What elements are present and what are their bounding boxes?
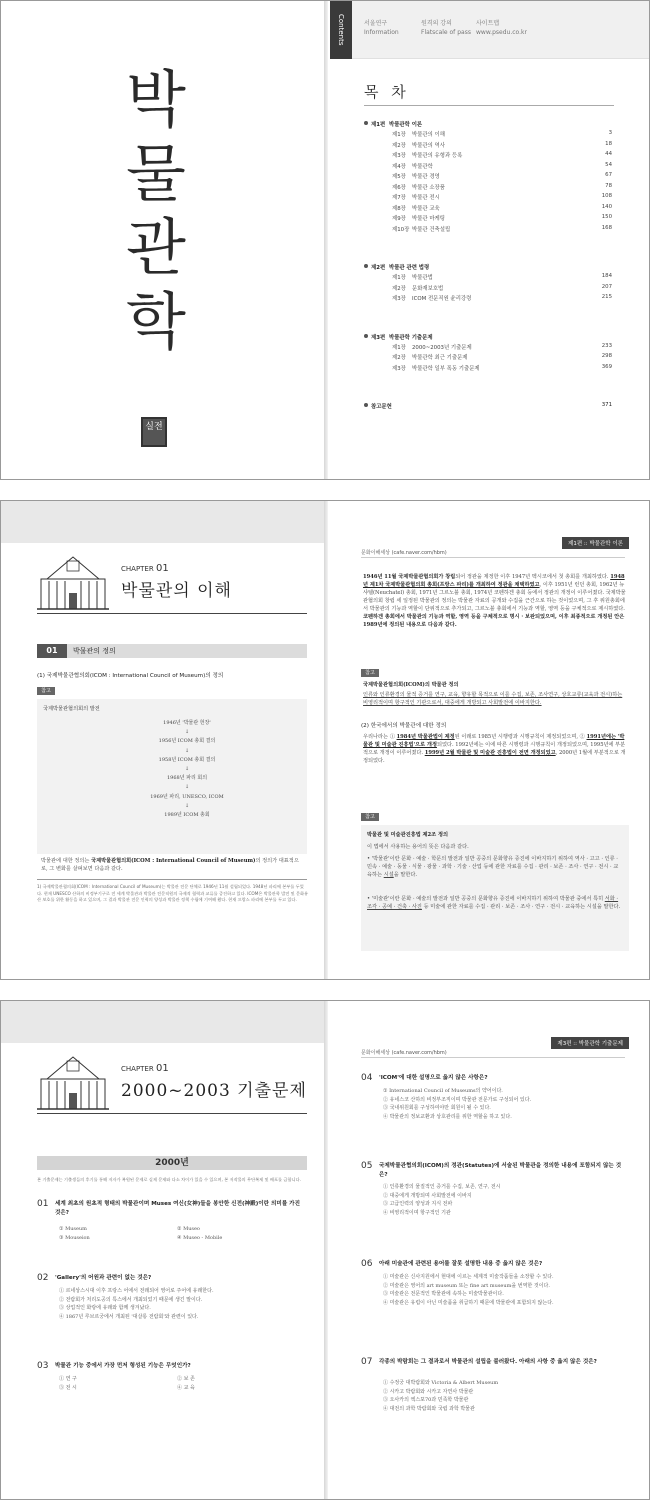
- option[interactable]: ③ 전 시: [59, 1384, 77, 1391]
- icom-definition-title: 국제박물관협의회(ICOM)의 박물관 정의: [363, 682, 459, 688]
- part-title: 박물관 관련 법령: [389, 265, 430, 271]
- item-title: 박물관법: [412, 275, 433, 281]
- toc-item[interactable]: [364, 353, 620, 364]
- option[interactable]: ③ 오사카의 엑스포70과 민족학 박물관: [383, 1397, 469, 1403]
- info-label: 서울연구: [364, 20, 388, 27]
- toc-part[interactable]: [364, 263, 620, 273]
- text-run: 우리나라는 ①: [363, 734, 397, 740]
- text-run-underlined: 서화 · 조각 · 공예 · 건축 · 사진: [367, 896, 619, 910]
- note-tag: 참고: [361, 813, 379, 821]
- toc-item[interactable]: [364, 225, 620, 236]
- body-paragraph: [363, 573, 627, 629]
- book-gutter: [324, 501, 328, 979]
- question-text: 아래 미술관에 관련된 용어를 잘못 설명한 내용 중 옳지 않은 것은?: [379, 1261, 543, 1267]
- question-number: 02: [37, 1273, 49, 1283]
- info-sub: Information: [364, 29, 399, 36]
- item-page: 78: [605, 182, 612, 189]
- text-run-bold: 국제박물관협의회(ICOM : International Council of Museum): [91, 858, 256, 864]
- question-text: 'Gallery'의 어원과 관련이 없는 것은?: [55, 1275, 152, 1281]
- timeline-entry: 1946년 '박물관 헌장': [163, 720, 211, 726]
- info-label: 사이트맵: [476, 20, 500, 27]
- option[interactable]: ① International Council of Museums의 약어이다.: [383, 1088, 503, 1094]
- header-rule: [37, 1113, 307, 1114]
- exam-intro: 본 기출문제는 기출생들의 후기를 통해 저자가 복원된 문제로 실제 문제와 다소 차이가 있을 수 있으며, 본 저작물의 무단복제 및 배포를 금합니다.: [37, 1177, 301, 1182]
- chapter-title: 박물관의 이해: [121, 581, 232, 601]
- option[interactable]: ① 미술관은 신사지원에서 현대에 이르는 세계적 미술작품들을 소장할 수 있다.: [383, 1274, 554, 1280]
- table-of-contents: [364, 116, 620, 412]
- item-no: 제3장: [392, 153, 406, 159]
- item-no: 제1장: [392, 132, 406, 138]
- info-sub: www.psedu.co.kr: [476, 29, 527, 36]
- item-no: 제3장: [392, 365, 406, 372]
- item-title: 박물관학 일부 폭동 기출문제: [412, 365, 480, 372]
- text-run: 되어 정관을 제정한 이후 1947년 멕시코에서 첫 총회를 개최하였다.: [455, 574, 611, 580]
- icom-definition: 인류와 인류환경의 물적 증거를 연구, 교육, 향유할 목적으로 이를 수집, 보존, 조사연구, 상호교류(교육과 전시)하는 비영리적이며 항구적인 기관으로서, 대중에게 개방되고 사회발전에 이바지한다.: [363, 692, 623, 706]
- text-run-bold: 1946년 11월 국제박물관협의회가 창립: [363, 574, 456, 580]
- option[interactable]: ④ 교 육: [177, 1384, 195, 1391]
- info-column: [421, 19, 471, 37]
- question-number: 07: [361, 1357, 373, 1367]
- text-run: , 이후 1951년 런던 총회, 1962년 뉴샤텔(Neuchatel) 총회, 1971년 그르노블 총회, 1974년 코펜하겐 총회 등에서 정관의 개정이 이루어졌다. 국제박물관협의회 창립 세 일정된 박물관의 정의는 박물관 자료의 공개와 수집을 근간으로 하는 것이었으며, 그 후 위원총회에서 박물관의 기능과 역할이 단위적으로 추가되고, 그르노블 총회에서 기능과 역할, 영역 등을 구체적으로 제시하였다.: [363, 582, 626, 612]
- question-number: 04: [361, 1073, 373, 1083]
- options: [59, 1375, 299, 1392]
- text-run-underlined: 1991년에는 '박물관 및 미술관 진흥법'으로 개정: [363, 734, 625, 748]
- toc-item[interactable]: [364, 130, 620, 141]
- law-item-gallery: • '미술관'이란 문화 · 예술의 발전과 일반 공중의 문화향유 증진에 이바지하기 위하여 박물관 중에서 특히 서화 · 조각 · 공예 · 건축 · 사진 등 미술에 관한 자료를 수집 · 관리 · 보존 · 조사 · 연구 · 전시 · 교육하는 시설을 말한다.: [367, 896, 621, 910]
- item-title: ICOM 전문직원 윤리강령: [412, 296, 472, 302]
- toc-part[interactable]: [364, 120, 620, 130]
- toc-item[interactable]: [364, 343, 620, 354]
- text-run: 을 말한다.: [393, 872, 418, 878]
- question-text: 세계 최초의 원초적 형태의 박물관이며 Muses 여신(女神)들을 봉안한 신전(神殿)이란 의미를 가진 것은?: [55, 1201, 300, 1216]
- part-title: 박물관학 기출문제: [389, 334, 433, 341]
- text-run: 등 미술에 관한 자료를 수집 · 관리 · 보존 · 조사 · 연구 · 전시 · 교육하는 시설을 말한다.: [421, 904, 621, 910]
- item-page: 67: [605, 172, 612, 178]
- item-page: 215: [601, 294, 612, 300]
- options: [59, 1287, 214, 1321]
- info-sub: Flatscale of pass: [421, 29, 471, 36]
- museum-building-icon: [37, 551, 109, 613]
- item-page: 18: [605, 140, 612, 147]
- option[interactable]: ② 미술관은 영어의 art museum 또는 fine art museum을 번역한 것이다.: [383, 1282, 550, 1289]
- chapter-breadcrumb: 제1편 :: 박물관학 이론: [562, 537, 629, 549]
- timeline-entry: 1958년 ICOM 총회 결의: [158, 756, 216, 763]
- arrow-down-icon: ↓: [184, 766, 190, 773]
- info-column: [476, 19, 527, 37]
- text-run: 된 이래로 1985년 시행령과 시행규칙이 제정되었으며, ②: [454, 734, 587, 740]
- arrow-down-icon: ↓: [184, 802, 190, 809]
- option[interactable]: ④ 비영리적이며 항구적인 기관: [383, 1209, 451, 1216]
- text-run-underlined: 1984년 박물관법이 제정: [396, 734, 455, 740]
- book-gutter: [324, 1, 328, 479]
- title-char: 학: [126, 285, 186, 358]
- item-page: 371: [601, 402, 612, 408]
- publisher-seal: [141, 417, 167, 447]
- item-title: 2000~2003년 기출문제: [412, 344, 472, 351]
- bullet-icon: [364, 121, 368, 125]
- option[interactable]: ① 연 구: [59, 1376, 77, 1382]
- item-title: 박물관 소장품: [412, 184, 445, 191]
- text-run: '박물관'이란 문화 · 예술 · 학문의 발전과 일반 공중의 문화향유 증진에 이바지하기 위하여 역사 · 고고 · 인류 · 민속 · 예술 · 동물 · 식물 · 광물 · 과학 · 기술 · 산업 등에 관한 자료를 수집 · 관리 · 보존 · 조사 · 연구 · 전시 · 교육하는: [367, 856, 619, 878]
- question-text: 국제박물관협의회(ICOM)의 정관(Statutes)에 서술된 박물관을 정의한 내용에 포함되지 않는 것은?: [379, 1163, 622, 1178]
- question-number: 01: [37, 1199, 49, 1209]
- item-title: 문화재보호법: [412, 285, 444, 292]
- header-band: [1, 501, 324, 543]
- item-page: 298: [601, 353, 612, 359]
- item-page: 168: [601, 224, 612, 231]
- question-text: 박물관 기능 중에서 가장 먼저 형성된 기능은 무엇인가?: [55, 1363, 191, 1369]
- spacer: [364, 374, 620, 398]
- toc-item[interactable]: [364, 151, 620, 162]
- option[interactable]: ④ Museo - Mobile: [177, 1234, 223, 1241]
- item-no: 제1장: [392, 344, 406, 351]
- part-label: 제1편: [371, 122, 386, 128]
- option[interactable]: ② 대중에게 개방되며 사회발전에 이바지: [383, 1192, 472, 1199]
- timeline-entry: 1968년 파리 회의: [166, 775, 208, 782]
- question-number: 03: [37, 1361, 49, 1371]
- spread-chapter-1: [0, 500, 650, 980]
- info-label: 원격의 강의: [421, 20, 452, 27]
- toc-item[interactable]: [364, 273, 620, 284]
- option[interactable]: ② 시카고 박람회와 시카고 자연사 박물관: [383, 1388, 474, 1395]
- book-gutter: [324, 1001, 328, 1499]
- chapter-number: 01: [155, 1063, 169, 1074]
- option[interactable]: ③ Mouseion: [59, 1234, 90, 1241]
- text-run: , 2000년 1월에 부분적으로 개정되었다.: [363, 750, 626, 764]
- running-header: 문화이해세상 (cafe.naver.com/hbm): [361, 1050, 447, 1056]
- chapter-title: 2000~2003 기출문제: [121, 1081, 307, 1101]
- toc-divider: [364, 105, 614, 106]
- item-no: 제7장: [392, 195, 406, 201]
- item-page: 233: [601, 342, 612, 349]
- note-tag: 참고: [361, 669, 379, 677]
- options: [59, 1225, 299, 1242]
- item-title: 박물관학: [412, 163, 433, 170]
- toc-item[interactable]: [364, 172, 620, 183]
- text-run: 되었다. 1992년에는 이에 따른 시행령과 시행규칙이 개정되었으며, 1995년에 부분적으로 개정이 이루어졌다.: [363, 742, 626, 756]
- item-title: 박물관 건축설립: [412, 226, 451, 233]
- timeline-entry: 1989년 ICOM 총회: [164, 812, 210, 819]
- bullet-icon: [364, 334, 368, 338]
- item-page: 369: [601, 363, 612, 370]
- book-title: [61, 63, 251, 359]
- item-no: 제8장: [392, 205, 406, 212]
- option[interactable]: ④ 박물관의 정보교환과 상호관리를 위한 역할을 하고 있다.: [383, 1113, 512, 1120]
- arrow-down-icon: ↓: [184, 784, 190, 791]
- chapter-label: [121, 1063, 169, 1074]
- item-page: 184: [601, 273, 612, 279]
- option[interactable]: ② Museo: [177, 1226, 200, 1232]
- question-text: 'ICOM'에 대한 설명으로 옳지 않은 사항은?: [379, 1075, 488, 1081]
- item-no: 제1장: [392, 275, 406, 281]
- item-no: 제4장: [392, 163, 406, 170]
- text-run-bold: 코펜하겐 총회에서 박물관의 기능과 역할, 영역 등을 구체적으로 명시 · 보완되었으며, 이후 최종적으로 개정된 안은 1989년에 정의된 내용으로 다음과 같다.: [363, 614, 625, 628]
- options: [383, 1183, 501, 1217]
- item-title: 박물관 전시: [412, 195, 440, 201]
- running-header: 문화이해세상 (cafe.naver.com/hbm): [361, 550, 447, 556]
- item-title: 박물관의 역사: [412, 142, 445, 149]
- note-tag: 참고: [37, 687, 55, 695]
- running-rule: [361, 557, 625, 558]
- option[interactable]: ③ 미술관은 전문적인 박물관에 속하는 미술박물관이다.: [383, 1291, 504, 1297]
- item-no: 제2장: [392, 142, 406, 149]
- toc-item[interactable]: [364, 204, 620, 215]
- question-number: 05: [361, 1161, 373, 1171]
- subsection-heading: (1) 국제박물관협의회(ICOM : International Council of Museum)의 정의: [37, 673, 224, 679]
- law-intro: 이 법에서 사용하는 용어의 뜻은 다음과 같다.: [367, 844, 469, 850]
- option[interactable]: ④ 미술관은 유럽이 아닌 미술품을 취급하기 때문에 박물관에 포함되지 않는다.: [383, 1299, 554, 1306]
- seal-text: 실전: [145, 422, 163, 432]
- toc-item[interactable]: [364, 162, 620, 173]
- option[interactable]: ② 보 존: [177, 1376, 195, 1382]
- option[interactable]: ③ 국내위원회를 구성하여야만 회원이 될 수 있다.: [383, 1105, 491, 1111]
- history-box: [37, 699, 307, 854]
- item-page: 108: [601, 193, 612, 199]
- history-timeline: [127, 719, 247, 820]
- text-run: '미술관'이란 문화 · 예술의 발전과 일반 공중의 문화향유 증진에 이바지하기 위하여 박물관 중에서 특히: [371, 896, 605, 902]
- text-run: 박물관에 대한 정의는: [41, 858, 92, 864]
- option[interactable]: ② 유네스코 산하의 비정부조직이며 박물관 전문가로 구성되어 있다.: [383, 1096, 532, 1103]
- item-no: 제2장: [392, 355, 406, 361]
- toc-item[interactable]: [364, 193, 620, 204]
- item-page: 3: [608, 130, 612, 136]
- title-char: 박: [126, 63, 186, 136]
- toc-item[interactable]: [364, 284, 620, 295]
- item-page: 44: [605, 151, 612, 157]
- question-number: 06: [361, 1259, 373, 1269]
- option[interactable]: ④ 대전의 과학 박람회와 국립 과학 박물관: [383, 1405, 475, 1412]
- running-rule: [361, 1057, 625, 1058]
- part-title: 참고문헌: [371, 404, 392, 410]
- text-run: 의 정의가 대표적으로, 그 변화를 살펴보면 다음과 같다.: [41, 858, 299, 872]
- item-page: 54: [605, 161, 612, 168]
- item-no: 제9장: [392, 216, 406, 222]
- chapter-breadcrumb: 제3편 :: 박물관학 기출문제: [551, 1037, 629, 1049]
- part-label: 제3편: [371, 334, 386, 341]
- option[interactable]: ① Museum: [59, 1226, 87, 1232]
- spacer: [364, 235, 620, 259]
- option[interactable]: ① 르네상스시대 이후 프랑스 어에서 전래되어 영어로 주어에 유래한다.: [59, 1288, 214, 1294]
- section-title: 박물관의 정의: [73, 647, 116, 655]
- chapter-word: CHAPTER: [121, 1065, 154, 1073]
- spacer: [364, 305, 620, 329]
- item-title: 박물관 경영: [412, 174, 440, 180]
- option[interactable]: ② 전람회가 처리도공의 특스에서 개최되었기 때문에 생긴 말이다.: [59, 1296, 203, 1303]
- item-page: 150: [601, 214, 612, 220]
- item-title: 박물관학 최근 기출문제: [412, 355, 468, 361]
- law-title: 박물관 및 미술관진흥법 제2조 정의: [367, 832, 448, 838]
- item-title: 박물관 교육: [412, 205, 440, 212]
- options: [383, 1087, 531, 1121]
- header-rule: [37, 613, 307, 614]
- item-no: 제10장: [392, 226, 410, 233]
- item-page: 207: [601, 283, 612, 290]
- body-paragraph: [41, 857, 305, 873]
- item-no: 제2장: [392, 285, 406, 292]
- toc-part[interactable]: [364, 333, 620, 343]
- text-run-underlined: 1948년 제1차 국제박물관협의회 총회(프랑스 파리)를 개최하여 정관을 채택하였고: [363, 574, 625, 588]
- item-page: 140: [601, 203, 612, 210]
- header-band: [1, 1001, 324, 1043]
- bullet-icon: [364, 403, 368, 407]
- toc-item[interactable]: [364, 364, 620, 375]
- law-item-museum: • '박물관'이란 문화 · 예술 · 학문의 발전과 일반 공중의 문화향유 증진에 이바지하기 위하여 역사 · 고고 · 인류 · 민속 · 예술 · 동물 · 식물 · 광물 · 과학 · 기술 · 산업 등에 관한 자료를 수집 · 관리 · 보존 · 조사 · 연구 · 전시 · 교육하는 시설을 말한다.: [367, 856, 619, 878]
- museum-building-icon: [37, 1051, 109, 1113]
- subsection-heading: (2) 한국에서의 박물관에 대한 정의: [361, 723, 447, 729]
- option[interactable]: ① 인류환경의 물질적인 증거를 수집, 보존, 연구, 전시: [383, 1184, 501, 1190]
- timeline-entry: 1969년 파리, UNESCO, ICOM: [150, 793, 224, 800]
- text-run-underlined: 1999년 2월 박물관 및 미술관 진흥법이 전면 개정되었고: [424, 750, 556, 756]
- toc-heading: 목 차: [364, 83, 410, 101]
- toc-item[interactable]: [364, 214, 620, 225]
- item-title: 박물관의 이해: [412, 132, 445, 138]
- part-label: 제2편: [371, 265, 386, 271]
- year-heading: 2000년: [37, 1156, 307, 1170]
- text-run-underlined: 시설: [383, 872, 394, 878]
- title-char: 물: [126, 137, 186, 210]
- spread-exam-questions: [0, 1000, 650, 1500]
- contents-tab: Contents: [330, 1, 352, 59]
- footnote-rule: [37, 879, 307, 880]
- toc-item[interactable]: [364, 183, 620, 194]
- option[interactable]: ③ 상업적인 화랑에 유래와 함께 생겨났다.: [59, 1305, 151, 1311]
- toc-references[interactable]: [364, 402, 620, 412]
- body-paragraph: [363, 733, 627, 765]
- option[interactable]: ④ 1867년 루브르궁에서 개최된 '대살롱 전람회'와 관련이 있다.: [59, 1313, 199, 1320]
- timeline-entry: 1956년 ICOM 총회 결의: [158, 738, 216, 745]
- options: [383, 1379, 498, 1413]
- option[interactable]: ① 수정궁 대박람회와 Victoria & Albert Museum: [383, 1380, 499, 1386]
- chapter-label: [121, 563, 169, 574]
- chapter-word: CHAPTER: [121, 565, 154, 573]
- title-char: 관: [126, 211, 186, 284]
- bullet-icon: [364, 264, 368, 268]
- item-no: 제6장: [392, 184, 406, 191]
- toc-item[interactable]: [364, 141, 620, 152]
- arrow-down-icon: ↓: [184, 729, 190, 736]
- spread-cover-toc: [0, 0, 650, 480]
- history-box-title: 국제박물관협의회의 발전: [43, 706, 100, 712]
- item-no: 제3장: [392, 296, 406, 302]
- option[interactable]: ③ 고급인력의 양성과 지식 전파: [383, 1201, 453, 1207]
- info-column: [364, 19, 399, 37]
- arrow-down-icon: ↓: [184, 747, 190, 754]
- section-number: 01: [37, 644, 67, 658]
- item-title: 박물관의 유형과 등록: [412, 153, 463, 159]
- options: [383, 1273, 554, 1307]
- item-title: 박물관 마케팅: [412, 216, 445, 222]
- toc-item[interactable]: [364, 294, 620, 305]
- question-text: 각종의 박람회는 그 결과로서 박물관의 설립을 불러왔다. 아래의 사항 중 옳지 않은 것은?: [379, 1359, 597, 1365]
- part-title: 박물관학 이론: [389, 122, 423, 128]
- item-no: 제5장: [392, 174, 406, 180]
- footnote: 1) 국제박물관협의회(ICOM : International Council of Museum)는 박물관 전문 단체로 1946년 11월 설립되었다. 1948년 파리에 본부를 두었다. 현재 UNESCO 산하의 비정부기구로 전 세계 박물관과 박물관 전문직원의 국제적 협력과 교류를 증진하고 있다. ICOM은 박물관학 발전 및 문화유산 보호를 위한 활동을 하고 있으며, 그 결과 박물관 전문 인력의 양성과 박물관 정책 수립에 기여해 왔다. 현재 프랑스 파리에 본부를 두고 있다.: [37, 884, 309, 902]
- chapter-number: 01: [155, 563, 169, 574]
